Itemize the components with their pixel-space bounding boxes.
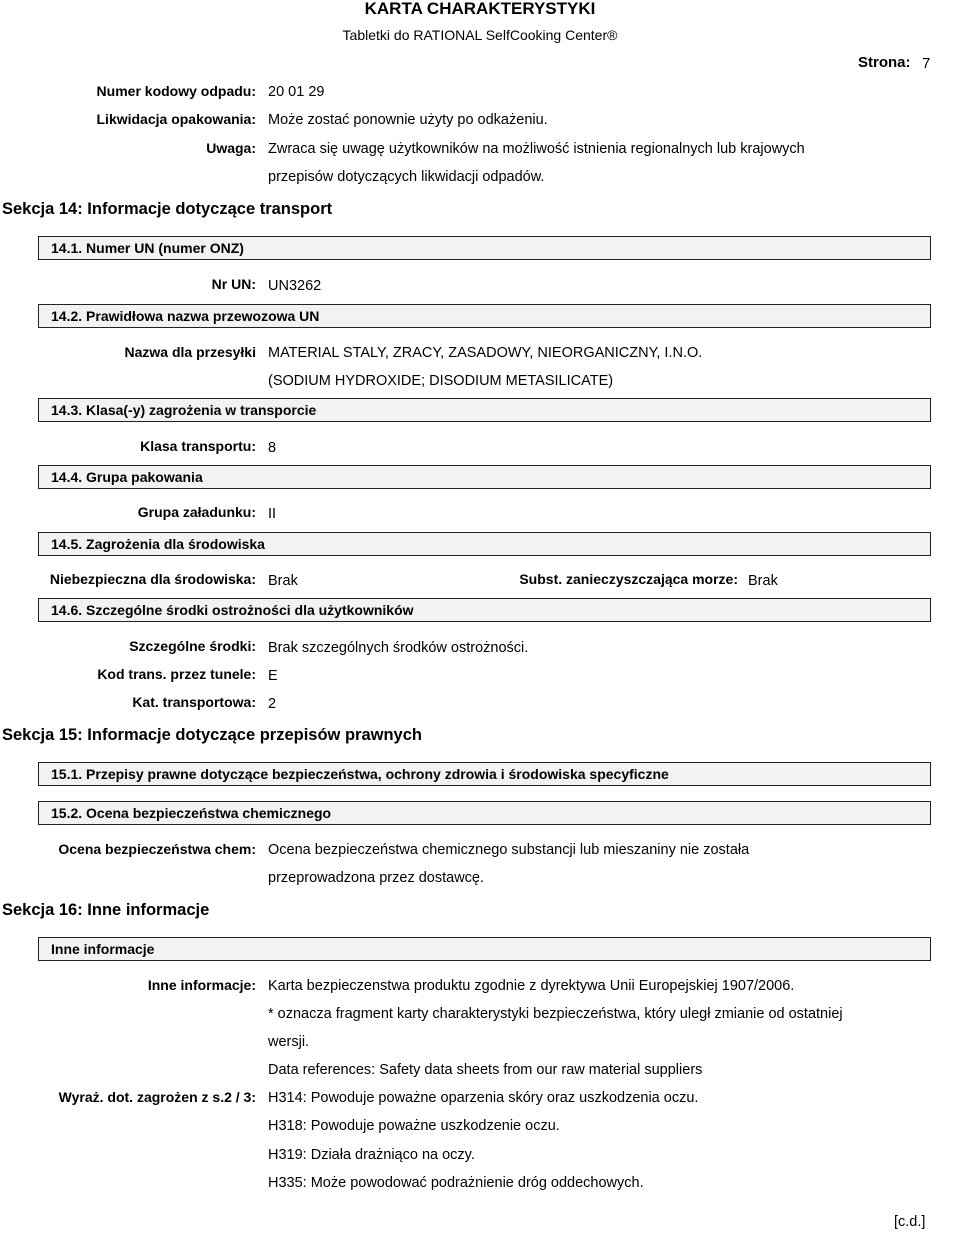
marine-pollutant-value: Brak: [748, 573, 778, 589]
subsection-14-2: [38, 304, 931, 328]
tunnel-code-label: Kod trans. przez tunele:: [97, 666, 256, 682]
env-hazard-label: Niebezpieczna dla środowiska:: [49, 571, 256, 587]
subsection-14-1: [38, 236, 931, 260]
section-15-title: Sekcja 15: Informacje dotyczące przepisów prawnych: [2, 726, 422, 744]
other-info-line-2: * oznacza fragment karty charakterystyki bezpieczeństwa, który uległ zmianie od ostatniej: [268, 1006, 843, 1022]
shipping-name-line-2: (SODIUM HYDROXIDE; DISODIUM METASILICATE): [268, 373, 614, 389]
note-line-1: Zwraca się uwagę użytkowników na możliwość istnienia regionalnych lub krajowych: [268, 141, 805, 157]
subsection-16-heading: Inne informacje: [51, 941, 155, 957]
waste-code-label: Numer kodowy odpadu:: [96, 83, 256, 99]
continued-marker: [c.d.]: [894, 1214, 926, 1230]
transport-class-label: Klasa transportu:: [140, 438, 256, 454]
other-info-line-4: Data references: Safety data sheets from our raw material suppliers: [268, 1062, 703, 1078]
hazard-phrase-h314: H314: Powoduje poważne oparzenia skóry oraz uszkodzenia oczu.: [268, 1090, 699, 1106]
un-number-value: UN3262: [268, 278, 322, 294]
note-label: Uwaga:: [206, 140, 256, 156]
note-line-2: przepisów dotyczących likwidacji odpadów.: [268, 169, 545, 185]
un-number-label: Nr UN:: [211, 276, 256, 292]
special-precautions-label: Szczególne środki:: [129, 638, 256, 654]
packaging-value: Może zostać ponownie użyty po odkażeniu.: [268, 112, 548, 128]
subsection-14-6-heading: 14.6. Szczególne środki ostrożności dla użytkowników: [51, 602, 414, 618]
hazard-phrase-h335: H335: Może powodować podrażnienie dróg oddechowych.: [268, 1175, 644, 1191]
subsection-14-3: [38, 398, 931, 422]
subsection-14-2-heading: 14.2. Prawidłowa nazwa przewozowa UN: [51, 308, 320, 324]
subsection-14-4-heading: 14.4. Grupa pakowania: [51, 469, 203, 485]
other-info-label: Inne informacje:: [147, 977, 256, 993]
subsection-15-2-heading: 15.2. Ocena bezpieczeństwa chemicznego: [51, 805, 332, 821]
other-info-line-3: wersji.: [268, 1034, 310, 1050]
hazard-phrases-label: Wyraż. dot. zagrożen z s.2 / 3:: [58, 1089, 256, 1105]
other-info-line-1: Karta bezpieczenstwa produktu zgodnie z dyrektywa Unii Europejskiej 1907/2006.: [268, 978, 795, 994]
chemical-safety-line-1: Ocena bezpieczeństwa chemicznego substancji lub mieszaniny nie została: [268, 842, 750, 858]
subsection-14-6: [38, 598, 931, 622]
packaging-label: Likwidacja opakowania:: [96, 111, 256, 127]
transport-category-label: Kat. transportowa:: [132, 694, 256, 710]
marine-pollutant-label: Subst. zanieczyszczająca morze:: [519, 571, 738, 587]
hazard-phrase-h319: H319: Działa drażniąco na oczy.: [268, 1147, 475, 1163]
page-number: 7: [922, 55, 931, 72]
document-title: KARTA CHARAKTERYSTYKI: [364, 0, 596, 18]
transport-category-value: 2: [268, 696, 277, 712]
chemical-safety-line-2: przeprowadzona przez dostawcę.: [268, 870, 485, 886]
subsection-15-1-heading: 15.1. Przepisy prawne dotyczące bezpieczeństwa, ochrony zdrowia i środowiska specyficzne: [51, 766, 669, 782]
shipping-name-line-1: MATERIAL STALY, ZRACY, ZASADOWY, NIEORGANICZNY, I.N.O.: [268, 345, 703, 361]
subsection-15-2: [38, 801, 931, 825]
subsection-15-1: [38, 762, 931, 786]
section-16-title: Sekcja 16: Inne informacje: [2, 901, 210, 919]
transport-class-value: 8: [268, 440, 277, 456]
hazard-phrase-h318: H318: Powoduje poważne uszkodzenie oczu.: [268, 1118, 560, 1134]
subsection-16-other: [38, 937, 931, 961]
subsection-14-5-heading: 14.5. Zagrożenia dla środowiska: [51, 536, 265, 552]
packing-group-value: II: [268, 506, 277, 522]
special-precautions-value: Brak szczególnych środków ostrożności.: [268, 640, 529, 656]
packing-group-label: Grupa załadunku:: [137, 504, 256, 520]
waste-code-value: 20 01 29: [268, 84, 325, 100]
product-name: Tabletki do RATIONAL SelfCooking Center®: [342, 27, 618, 43]
subsection-14-4: [38, 465, 931, 489]
subsection-14-1-heading: 14.1. Numer UN (numer ONZ): [51, 240, 244, 256]
env-hazard-value: Brak: [268, 573, 298, 589]
subsection-14-3-heading: 14.3. Klasa(-y) zagrożenia w transporcie: [51, 402, 317, 418]
tunnel-code-value: E: [268, 668, 278, 684]
subsection-14-5: [38, 532, 931, 556]
chemical-safety-label: Ocena bezpieczeństwa chem:: [58, 841, 256, 857]
shipping-name-label: Nazwa dla przesyłki: [124, 344, 256, 360]
section-14-title: Sekcja 14: Informacje dotyczące transport: [2, 200, 333, 218]
page-label: Strona:: [858, 54, 911, 71]
